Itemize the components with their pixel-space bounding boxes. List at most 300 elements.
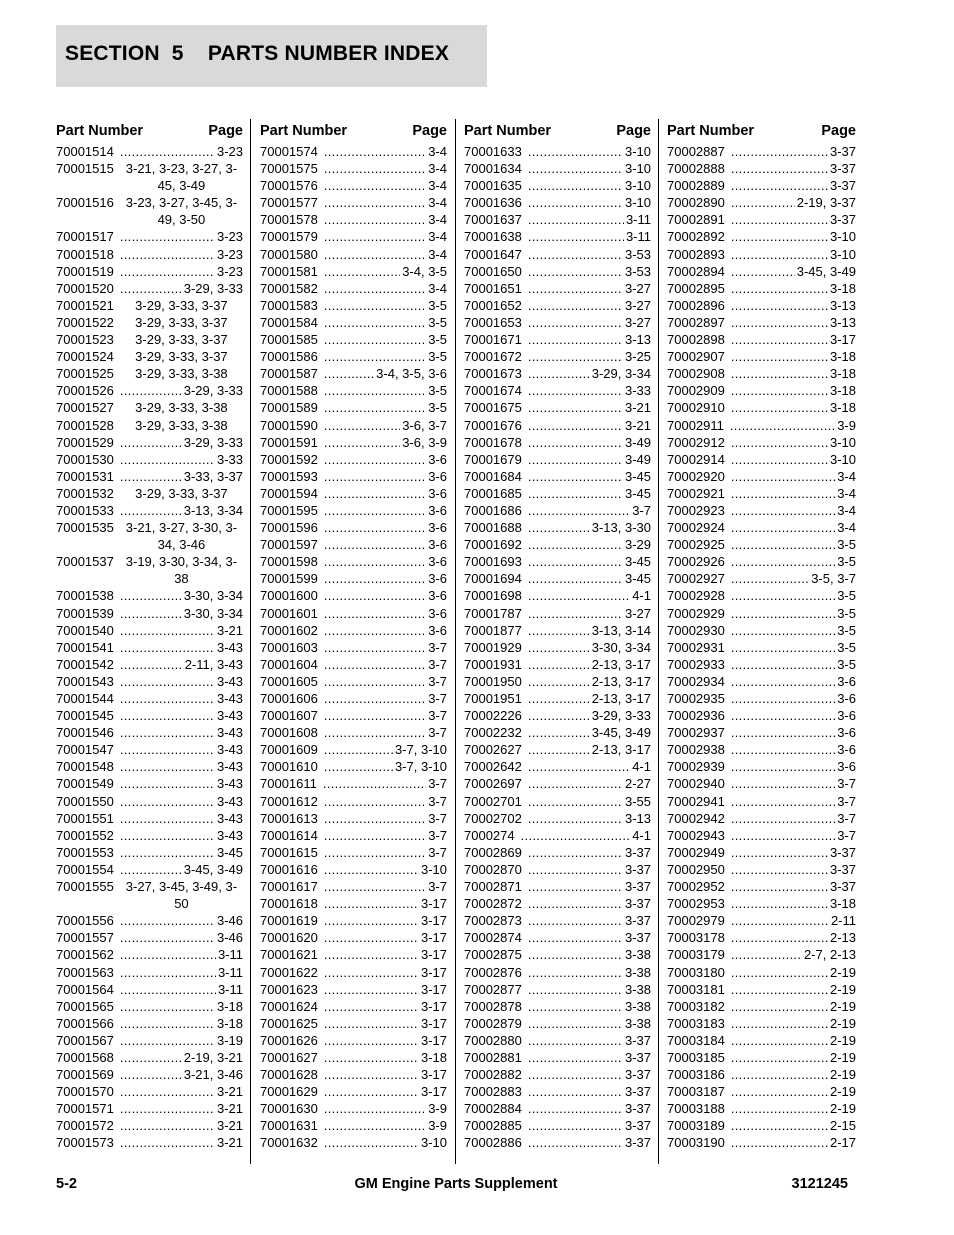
page-reference: 3-10 xyxy=(624,178,651,194)
page-reference: 3-21 xyxy=(216,1084,243,1100)
page-reference: 3-37 xyxy=(624,1049,651,1065)
dot-leader xyxy=(731,998,828,1015)
page-reference: 3-21 xyxy=(216,1101,243,1117)
dot-leader xyxy=(731,827,835,844)
part-number: 70002910 xyxy=(667,400,725,416)
page-reference: 2-19 xyxy=(829,1049,856,1065)
dot-leader xyxy=(324,844,426,861)
index-row xyxy=(667,878,856,895)
page-reference: 3-37 xyxy=(624,1135,651,1151)
part-number: 70002875 xyxy=(464,947,522,963)
part-number: 70002880 xyxy=(464,1032,522,1048)
part-number: 70001577 xyxy=(260,195,318,211)
index-row xyxy=(260,160,447,177)
dot-leader xyxy=(528,417,623,434)
index-row xyxy=(464,451,651,468)
dot-leader xyxy=(521,827,631,844)
index-row xyxy=(56,1049,243,1066)
column-header xyxy=(260,119,447,139)
dot-leader xyxy=(324,365,374,382)
page-reference: 3-37 xyxy=(624,879,651,895)
page-header: Page xyxy=(208,123,243,139)
part-number: 70001787 xyxy=(464,605,522,621)
index-row xyxy=(464,399,651,416)
dot-leader xyxy=(528,468,623,485)
part-number: 70001582 xyxy=(260,280,318,296)
index-row xyxy=(464,177,651,194)
page-reference: 3-6 xyxy=(428,502,447,518)
index-row xyxy=(260,434,447,451)
index-row xyxy=(667,929,856,946)
dot-leader xyxy=(120,929,215,946)
part-number: 70001545 xyxy=(56,708,114,724)
page-reference: 3-5 xyxy=(837,639,856,655)
index-row xyxy=(260,331,447,348)
index-row xyxy=(260,656,447,673)
page-reference: 3-23 xyxy=(216,144,243,159)
page-reference: 2-11, 3-43 xyxy=(184,656,243,672)
page-reference: 2-13, 3-17 xyxy=(591,673,651,689)
part-number: 70001551 xyxy=(56,810,114,826)
page-reference: 3-6 xyxy=(428,468,447,484)
part-number: 70001583 xyxy=(260,297,318,313)
dot-leader xyxy=(731,929,828,946)
footer-page-number: 5-2 xyxy=(56,1176,77,1192)
part-number: 70001541 xyxy=(56,639,114,655)
part-number: 70001569 xyxy=(56,1067,114,1083)
part-number: 70002869 xyxy=(464,844,522,860)
index-row xyxy=(260,280,447,297)
page-reference: 3-7 xyxy=(837,776,856,792)
index-row xyxy=(464,211,651,228)
dot-leader xyxy=(731,964,828,981)
index-row xyxy=(260,946,447,963)
part-number: 70003184 xyxy=(667,1032,725,1048)
part-number: 70001694 xyxy=(464,571,522,587)
index-row xyxy=(56,605,243,622)
part-number: 70001593 xyxy=(260,468,318,484)
part-number: 70001638 xyxy=(464,229,522,245)
part-number: 70001674 xyxy=(464,383,522,399)
dot-leader xyxy=(528,1083,623,1100)
part-number: 70001550 xyxy=(56,793,114,809)
part-number: 70001877 xyxy=(464,622,522,638)
dot-leader xyxy=(731,639,835,656)
dot-leader xyxy=(120,946,216,963)
part-number: 70001539 xyxy=(56,605,114,621)
index-row xyxy=(56,194,243,228)
part-number: 70001612 xyxy=(260,793,318,809)
index-row xyxy=(667,177,856,194)
page-reference: 3-37 xyxy=(829,212,856,228)
page-reference: 3-4 xyxy=(428,280,447,296)
index-row xyxy=(260,810,447,827)
page-reference: 3-9 xyxy=(837,417,856,433)
section-title-box xyxy=(56,25,487,87)
page-reference: 3-7 xyxy=(428,793,447,809)
dot-leader xyxy=(324,228,426,245)
index-row xyxy=(260,417,447,434)
dot-leader xyxy=(731,793,835,810)
page-reference: 2-17 xyxy=(829,1135,856,1151)
page-reference: 3-43 xyxy=(216,725,243,741)
page-header: Page xyxy=(821,123,856,139)
page-reference: 3-7 xyxy=(837,793,856,809)
page-reference: 2-19 xyxy=(829,981,856,997)
part-number: 70002927 xyxy=(667,571,725,587)
part-number: 70001678 xyxy=(464,434,522,450)
index-row xyxy=(667,194,856,211)
page-reference: 3-6 xyxy=(837,759,856,775)
page-reference: 2-19, 3-21 xyxy=(183,1049,243,1065)
part-number: 70002942 xyxy=(667,810,725,826)
index-row xyxy=(56,673,243,690)
dot-leader xyxy=(120,741,215,758)
index-row xyxy=(464,861,651,878)
index-row xyxy=(667,964,856,981)
dot-leader xyxy=(324,827,426,844)
dot-leader xyxy=(528,382,623,399)
page-reference: 3-29, 3-33 xyxy=(183,383,243,399)
page-reference: 3-4 xyxy=(428,178,447,194)
part-number: 70002871 xyxy=(464,879,522,895)
part-number: 70002920 xyxy=(667,468,725,484)
part-number: 70001544 xyxy=(56,691,114,706)
page-reference: 3-7 xyxy=(428,691,447,706)
index-row xyxy=(56,639,243,656)
part-number: 70001610 xyxy=(260,759,318,775)
dot-leader xyxy=(731,946,802,963)
index-row xyxy=(464,519,651,536)
part-number: 70002895 xyxy=(667,280,725,296)
part-number: 70002883 xyxy=(464,1084,522,1100)
part-number: 70001624 xyxy=(260,998,318,1014)
part-number: 70002893 xyxy=(667,246,725,262)
part-number: 70002953 xyxy=(667,896,725,912)
index-row xyxy=(56,143,243,160)
index-row xyxy=(667,639,856,656)
dot-leader xyxy=(528,605,623,622)
page-reference: 3-11 xyxy=(217,947,243,963)
index-row xyxy=(667,536,856,553)
page-reference: 3-18 xyxy=(216,1015,243,1031)
part-number: 70001679 xyxy=(464,451,522,467)
index-row xyxy=(260,1100,447,1117)
index-row xyxy=(260,211,447,228)
part-number: 70002896 xyxy=(667,297,725,313)
dot-leader xyxy=(324,177,426,194)
dot-leader xyxy=(528,502,630,519)
page-reference: 2-19 xyxy=(829,1015,856,1031)
dot-leader xyxy=(324,194,426,211)
page-reference: 3-23 xyxy=(216,229,243,245)
page-reference: 2-13 xyxy=(829,930,856,946)
page-reference: 4-1 xyxy=(632,759,651,775)
part-number: 70001589 xyxy=(260,400,318,416)
part-number: 70001567 xyxy=(56,1032,114,1048)
part-number: 70001692 xyxy=(464,537,522,553)
index-row xyxy=(464,536,651,553)
part-number: 70001676 xyxy=(464,417,522,433)
part-number: 70001632 xyxy=(260,1135,318,1151)
part-number: 70002950 xyxy=(667,861,725,877)
part-number: 70002697 xyxy=(464,776,522,792)
index-row xyxy=(667,280,856,297)
page-reference: 2-19 xyxy=(829,1067,856,1083)
index-row xyxy=(464,587,651,604)
index-row xyxy=(260,451,447,468)
index-row xyxy=(260,981,447,998)
dot-leader xyxy=(528,810,623,827)
index-row xyxy=(56,998,243,1015)
part-number: 70001566 xyxy=(56,1015,114,1031)
page-reference: 3-45 xyxy=(624,485,651,501)
part-number: 70002701 xyxy=(464,793,522,809)
index-row xyxy=(56,793,243,810)
dot-leader xyxy=(324,793,426,810)
part-number: 70002874 xyxy=(464,930,522,946)
part-number: 70001543 xyxy=(56,673,114,689)
index-row xyxy=(464,228,651,245)
dot-leader xyxy=(324,1083,419,1100)
dot-leader xyxy=(324,724,426,741)
page-reference: 2-19, 3-37 xyxy=(796,195,856,211)
index-row xyxy=(667,1117,856,1134)
dot-leader xyxy=(324,690,426,707)
dot-leader xyxy=(528,1032,623,1049)
part-number: 70002882 xyxy=(464,1067,522,1083)
dot-leader xyxy=(324,1049,419,1066)
page-reference: 3-43 xyxy=(216,827,243,843)
dot-leader xyxy=(731,656,835,673)
part-number: 70002881 xyxy=(464,1049,522,1065)
part-number: 70002878 xyxy=(464,998,522,1014)
page-reference: 3-17 xyxy=(420,896,447,912)
dot-leader xyxy=(528,964,623,981)
page-reference: 3-37 xyxy=(829,861,856,877)
dot-leader xyxy=(120,810,215,827)
page-reference: 3-5 xyxy=(428,297,447,313)
part-number: 70001951 xyxy=(464,691,522,706)
index-row xyxy=(667,861,856,878)
part-number: 70001584 xyxy=(260,314,318,330)
page-reference: 3-13 xyxy=(624,332,651,348)
page-reference: 2-13, 3-17 xyxy=(591,656,651,672)
dot-leader xyxy=(528,878,623,895)
index-row xyxy=(667,998,856,1015)
part-number-header: Part Number xyxy=(464,123,552,139)
part-number: 70001618 xyxy=(260,896,318,912)
index-row xyxy=(667,160,856,177)
dot-leader xyxy=(731,724,835,741)
page-footer xyxy=(56,1176,856,1196)
dot-leader xyxy=(731,297,828,314)
page-reference: 3-4, 3-5, 3-6 xyxy=(376,366,447,382)
page-reference: 2-13, 3-17 xyxy=(591,691,651,706)
index-row xyxy=(260,929,447,946)
dot-leader xyxy=(528,895,623,912)
dot-leader xyxy=(324,417,400,434)
dot-leader xyxy=(324,639,426,656)
index-row xyxy=(260,536,447,553)
part-number: 70001619 xyxy=(260,913,318,929)
part-number: 70001609 xyxy=(260,742,318,758)
index-row xyxy=(667,263,856,280)
part-number: 70002879 xyxy=(464,1015,522,1031)
index-row xyxy=(464,1032,651,1049)
part-number: 70003185 xyxy=(667,1049,725,1065)
dot-leader xyxy=(731,895,828,912)
dot-leader xyxy=(528,1049,623,1066)
page-reference: 3-37 xyxy=(829,844,856,860)
page-reference: 3-5 xyxy=(837,554,856,570)
dot-leader xyxy=(324,519,426,536)
index-row xyxy=(667,211,856,228)
index-rows xyxy=(667,143,856,1152)
index-row xyxy=(464,844,651,861)
part-number: 70001672 xyxy=(464,349,522,365)
page-reference: 3-21 xyxy=(216,1118,243,1134)
index-row xyxy=(56,827,243,844)
index-row xyxy=(260,348,447,365)
part-number: 70001521 xyxy=(56,297,114,313)
index-row xyxy=(260,1134,447,1151)
dot-leader xyxy=(120,758,215,775)
part-number: 70001587 xyxy=(260,366,318,382)
index-row xyxy=(56,382,243,399)
index-row xyxy=(260,1117,447,1134)
index-row xyxy=(260,246,447,263)
part-number: 70001615 xyxy=(260,844,318,860)
part-number: 70002232 xyxy=(464,725,522,741)
dot-leader xyxy=(731,485,835,502)
page-reference: 3-6 xyxy=(837,708,856,724)
page-reference: 3-6 xyxy=(837,691,856,706)
index-row xyxy=(464,143,651,160)
index-row xyxy=(667,246,856,263)
part-number: 70001617 xyxy=(260,879,318,895)
part-number: 70001626 xyxy=(260,1032,318,1048)
dot-leader xyxy=(324,810,426,827)
index-row xyxy=(56,485,243,502)
page-reference: 3-17 xyxy=(420,998,447,1014)
index-row xyxy=(260,1049,447,1066)
page-reference: 3-7 xyxy=(428,656,447,672)
page-reference: 3-27 xyxy=(624,297,651,313)
dot-leader xyxy=(528,519,590,536)
index-row xyxy=(260,707,447,724)
page-reference: 3-11 xyxy=(625,229,651,245)
index-rows xyxy=(56,143,243,1152)
dot-leader xyxy=(731,861,828,878)
index-row xyxy=(667,331,856,348)
part-number: 70001603 xyxy=(260,639,318,655)
dot-leader xyxy=(528,1100,623,1117)
dot-leader xyxy=(120,912,215,929)
index-row xyxy=(260,1032,447,1049)
index-row xyxy=(667,707,856,724)
page-reference: 3-4 xyxy=(837,485,856,501)
page-reference: 3-5 xyxy=(428,314,447,330)
dot-leader xyxy=(528,399,623,416)
part-number: 70001517 xyxy=(56,229,114,245)
dot-leader xyxy=(324,707,426,724)
index-row xyxy=(667,673,856,690)
part-number: 70001546 xyxy=(56,725,114,741)
index-row xyxy=(56,314,243,331)
part-number: 70001526 xyxy=(56,383,114,399)
page-reference: 3-18 xyxy=(216,998,243,1014)
dot-leader xyxy=(731,331,828,348)
part-number: 70001604 xyxy=(260,656,318,672)
page-reference: 3-49 xyxy=(624,434,651,450)
index-row xyxy=(56,519,243,553)
dot-leader xyxy=(528,758,630,775)
part-number: 70003178 xyxy=(667,930,725,946)
dot-leader xyxy=(324,536,426,553)
part-number: 70003183 xyxy=(667,1015,725,1031)
page-reference: 3-6 xyxy=(837,742,856,758)
page-reference: 3-38 xyxy=(624,964,651,980)
page-reference: 3-29, 3-33, 3-37 xyxy=(135,485,228,501)
dot-leader xyxy=(528,793,623,810)
index-row xyxy=(56,468,243,485)
part-number: 70003188 xyxy=(667,1101,725,1117)
page-reference: 3-6 xyxy=(837,725,856,741)
index-row xyxy=(667,1032,856,1049)
part-number: 70001652 xyxy=(464,297,522,313)
part-number: 70002897 xyxy=(667,314,725,330)
part-number: 70002926 xyxy=(667,554,725,570)
dot-leader xyxy=(731,622,835,639)
page-reference: 3-10 xyxy=(829,229,856,245)
part-number: 70001601 xyxy=(260,605,318,621)
part-number: 70002952 xyxy=(667,879,725,895)
page-reference: 3-25 xyxy=(624,349,651,365)
index-row xyxy=(56,981,243,998)
part-number-header: Part Number xyxy=(260,123,348,139)
page-reference: 3-4 xyxy=(837,468,856,484)
page-reference: 3-21 xyxy=(624,417,651,433)
index-row xyxy=(667,502,856,519)
page-reference: 3-17 xyxy=(420,1084,447,1100)
part-number: 70001608 xyxy=(260,725,318,741)
page-reference: 3-37 xyxy=(624,1118,651,1134)
dot-leader xyxy=(528,929,623,946)
dot-leader xyxy=(324,1032,419,1049)
index-row xyxy=(667,485,856,502)
part-number: 70001595 xyxy=(260,502,318,518)
part-number: 70002925 xyxy=(667,537,725,553)
page-header: Page xyxy=(616,123,651,139)
part-number: 70002936 xyxy=(667,708,725,724)
page-reference: 3-21, 3-46 xyxy=(183,1067,243,1083)
index-rows xyxy=(260,143,447,1152)
page-reference: 3-30, 3-34 xyxy=(183,588,243,604)
index-row xyxy=(56,228,243,245)
dot-leader xyxy=(528,981,623,998)
page-reference: 2-11 xyxy=(830,913,856,929)
index-row xyxy=(667,1083,856,1100)
dot-leader xyxy=(120,656,183,673)
dot-leader xyxy=(324,605,426,622)
index-row xyxy=(667,451,856,468)
dot-leader xyxy=(528,485,623,502)
index-row xyxy=(464,878,651,895)
part-number: 70001636 xyxy=(464,195,522,211)
part-number: 70001596 xyxy=(260,520,318,536)
part-number: 70001634 xyxy=(464,161,522,177)
